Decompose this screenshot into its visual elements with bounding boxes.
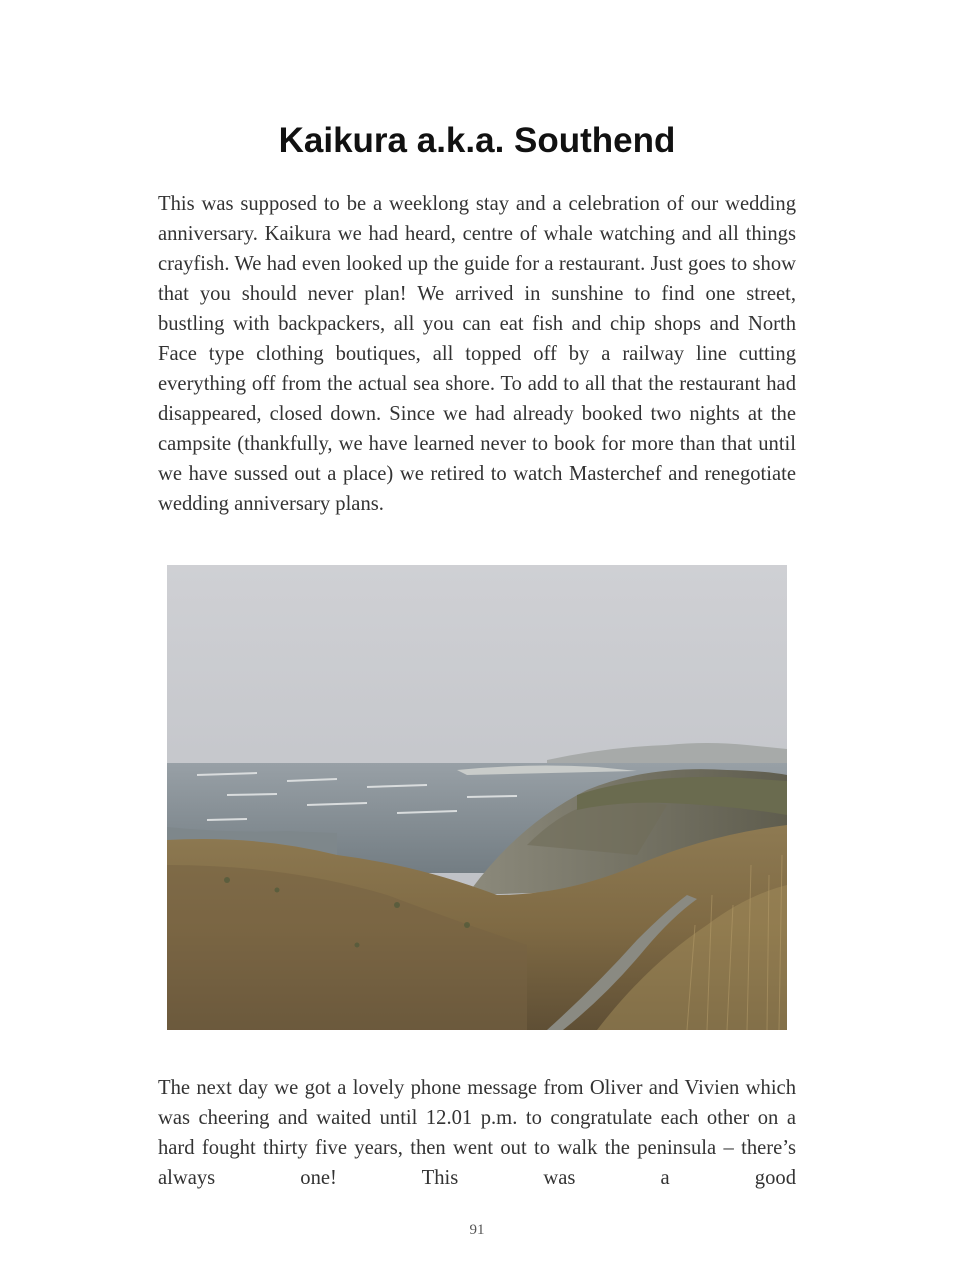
body-paragraph: The next day we got a lovely phone message from Oliver and Vivien which was cheering and waited until 12.01 p.m. to congratulate each other on a hard fought thirty five years, then went out to walk the peninsula – there’s always one! This was a good: [158, 1077, 796, 1189]
page-title: Kaikura a.k.a. Southend: [278, 121, 676, 160]
page-number: 91: [469, 1222, 485, 1238]
coastal-photo: [167, 565, 787, 1030]
body-paragraph: This was supposed to be a weeklong stay and a celebration of our wedding anniversary. Kaikura we had heard, centre of whale watching and all things crayfish. We had even looked up the guide for a restaurant. Just goes to show that you should never plan! We arrived in sunshine to find one street, bustling with backpackers, all you can eat fish and chip shops and North Face type clothing boutiques, all topped off by a railway line cutting everything off from the actual sea shore. To add to all that the restaurant had disappeared, closed down. Since we had already booked two nights at the campsite (thankfully, we have learned never to book for more than that until we have sussed out a place) we retired to watch Masterchef and renegotiate wedding anniversary plans.: [158, 193, 796, 515]
